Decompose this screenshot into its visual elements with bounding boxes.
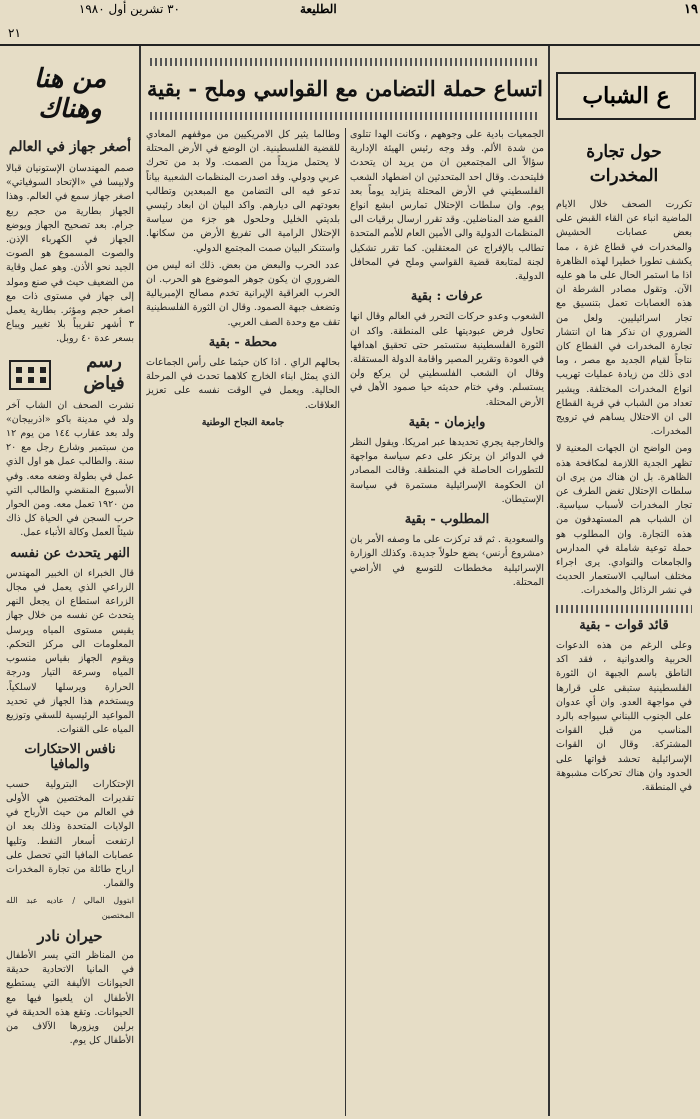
- cartoon-building-icon: [6, 353, 56, 393]
- item3-title: النهر يتحدث عن نفسه: [10, 545, 130, 561]
- column-rule-left: [139, 46, 141, 1116]
- right-divider: [556, 605, 692, 613]
- right-sub-title: قائد قوات - بقية: [579, 617, 669, 633]
- right-column-title: حول تجارة المخدرات: [586, 142, 662, 186]
- right-column: [556, 124, 692, 1116]
- issue-date: ٣٠ تشرين أول ١٩٨٠: [78, 2, 180, 16]
- paper-name: الطليعة: [300, 2, 337, 16]
- center-col1d-text: والسعودية . ثم قد تركزت على ما وصفه الأمر بان ‹مشروع أرنس› يضع حلولاً جديدة. وكذلك الوزارة الإسرائيلية مخططات للتوسع في الأراضي المحتلة.: [350, 534, 544, 588]
- youth-section-label: ع الشباب: [582, 83, 670, 109]
- center-col-left: [146, 128, 340, 1116]
- cartoon-block: [6, 351, 134, 395]
- sub-arafat: عرفات : بقية: [410, 289, 484, 305]
- center-headline: اتساع حملة التضامن مع القواسي وملح - بقية: [146, 76, 543, 101]
- sub-matloob: المطلوب - بقية: [404, 512, 490, 528]
- signature-2: حيران نادر: [37, 926, 103, 945]
- center-col2c-text: بحالهم الراي . اذا كان حيثما على رأس الجماعات الذي يمثل ابناء الخارج كلاهما تحدث في المرحلة الحالية. ويعمل في الوقت نفسه على تعزيز العلاقات.: [146, 357, 340, 411]
- banner-hatch-top: [150, 58, 540, 66]
- right-body-1: تكررت الصحف خلال الايام الماضية انباء عن القاء القبض على بعض عصابات الحشيش والمخدرات في قطاع غزة ، مما يكشف تطورا خطيرا لهذه الظاهرة اذا ما استمر الحال على ما هو عليه الآن. وتقول مصادر الشرطة ان هذه العصابات تعمل بتنسيق مع تجار اسرائيليين. ولعل من الضروري ان نذكر هنا ان انتشار تجارة المخدرات في القطاع كان نتاجاً لقيام الجديد مع مصر ، وما ادى ذلك من زيادة عمليات تهريب انواع المخدرات المختلفة. ويشير تعداد من الشباب في قرية القطاع الى ان الاحتلال يساهم في ترويج المخدرات.: [556, 199, 692, 438]
- sub-mahatta: محطة - بقية: [208, 334, 278, 350]
- sub-weizman: وايزمان - بقية: [408, 414, 486, 430]
- left-column: [6, 46, 134, 1114]
- cartoon-signature: رسم فياض: [83, 350, 125, 394]
- banner-hatch-bottom: [150, 112, 540, 120]
- item1-body: صمم المهندسان الإستونيان قبالا ولابيسا في «الإتحاد السوفياتي» اصغر جهاز سمع في العالم. وهذا الجهاز بطارية من حجم ربع جرام. بعد تصحيح الجهاز ويوضع الجهاز في الكهرباء الإذن. والصوت المسموع هو الصوت الجيد نحو الأذن. وهو عمل وقاية من الضعيف حيث في صنع ومولد إلى جهاز في مستوى ذات مع اصغر حجم ومؤثر. بطارية يعمل ٣ أشهر تقريباً بلا تغيير ويباع بسعر عدة ٤٠ روبل.: [6, 163, 134, 345]
- item5-body: من المناظر التي يسر الأطفال في المانيا الاتحادية حديقة الحيوانات الأليفة التي يستطيع الأطفال ان يلعبوا فيها مع الحيوانات. وتقع هذه الحديقة في برلين ويزورها الآلاف من الأطفال كل يوم.: [6, 949, 134, 1047]
- item4-source: ابتوول المالي / عاديه عبد الله المختصين: [6, 896, 134, 920]
- item4-body: الإحتكارات البترولية حسب تقديرات المختصين هي الأولى في العالم من حيث الأرباح في الولايات المتحدة وذلك بعد ان ارتفعت أسعار النفط. وتليها عصابات المافيا التي تحصل على ارباح طائلة من تجارة المخدرات والقمار.: [6, 778, 134, 890]
- right-body-3: وعلى الرغم من هذه الدعوات الحربية والعدوانية ، فقد اكد الناطق باسم الجبهة ان الثورة الفلسطينية ستبقى على قرارها في مواجهة العدو. وان أي عدوان على الجنوب اللبناني سيواجه بالرد المناسب من قبل القوات المشتركة. وقال ان القوات الإسرائيلية تحشد قواتها على الحدود وان هناك تحركات مشبوهة في المنطقة.: [556, 639, 692, 793]
- page-number-left: ٢١: [8, 26, 21, 40]
- item1-title: أصغر جهاز في العالم: [8, 139, 132, 155]
- page-header: [0, 0, 700, 46]
- center-col2-foot: جامعة النجاح الوطنية: [201, 416, 285, 428]
- center-col2-text: وطالما يثير كل الامريكيين من موقفهم المعادي للقضية الفلسطينية. ان الوضع في الأرض المحتلة لا يحتمل مزيداً من الصمت. ولا بد من تحرك عربي ودولي. وقد اصدرت المنظمات الشعبية بياناً تدعو فيه الى التضامن مع المبعدين وتطالب بعودتهم الى ديارهم. واكد البيان ان ابعاد رئيسي بلديتي الخليل وحلحول هو جزء من سياسة الإحتلال الرامية الى تفريغ الأرض من سكانها. واستنكر البيان صمت المجتمع الدولي.: [146, 129, 340, 254]
- item3-body: قال الخبراء ان الخبير المهندس الزراعي الذي يعمل في مجال الزراعة استطاع ان يجعل النهر يتحدث عن نفسه من خلال جهاز يقيس مستوى المياه ويرسل المعلومات الى مركز التحكم. ويقوم الجهاز بقياس منسوب المياه وسرعة التيار ودرجة الحرارة ويرسلها لاسلكياً. ويستخدم هذا الجهاز في تحديد المواعيد الرئيسية للسقي وتوزيع المياه على القنوات.: [6, 567, 134, 736]
- column-rule-center: [345, 128, 346, 1116]
- center-col2b-text: عدد الحرب والبعض من بعض. ذلك انه ليس من الضروري ان يكون جوهر الموضوع هو الحرب. ان الحرب العراقية الإيرانية تخدم مصالح الإمبريالية وتضعف جبهة الصمود. وقال ان الثورة الفلسطينية تقف مع وحدة الصف العربي.: [146, 259, 340, 328]
- item2-body: نشرت الصحف ان الشاب آخر ولد في مدينة باكو «اذربيجان» ولد بعد عقارب ١٤٤ من يوم ١٢ من سبتمبر وشارع رجل مع ٢٠ سنة. والطالب عمل هو اول الذي عمل في بطولة وضعه معه. وفي الأسبوع المنقضي والطالب التي من ١٩٢٠ تعمل معه. ومن الحوار حرب السجن في الحياة كل ذاك شيئاً العمل وكالة الأنباء عمل.: [6, 399, 134, 539]
- center-col-right: [350, 128, 544, 1116]
- left-column-title: من هنا وهناك: [33, 64, 107, 124]
- center-col1-text: الجمعيات بادية على وجوههم ، وكانت الهدا تتلوى من شدة الألم. وقد وجه رئيس الهيئة الإدارية سؤالاً الى المجتمعين ان من يريد ان يتحدث فليتحدث. وقال احد المتحدثين ان اضطهاد الشعب الفلسطيني في الأرض المحتلة يتزايد يوماً بعد يوم. وان سلطات الإحتلال تمارس ابشع انواع القمع ضد المناضلين. وقد تقرر ارسال برقيات الى المنظمات الدولية والى الأمين العام للأمم المتحدة تطالب بالإفراج عن المعتقلين. كما تقرر تشكيل لجنة لمتابعة قضية القواسي وملح في المحافل الدولية.: [350, 129, 544, 283]
- item4-title: نافس الاحتكارات والمافيا: [24, 742, 116, 772]
- center-col1b-text: الشعوب وعدو حركات التحرر في العالم وقال انها تحاول فرض عبوديتها على المنطقة. واكد ان الثورة الفلسطينية ستستمر حتى تحقيق اهدافها في العودة وتقرير المصير واقامة الدولة المستقلة. وقال ان الشعب الفلسطيني لن يركع ولن يستسلم. وفي ختام حديثه حيا صمود الأهل في الأرض المحتلة.: [350, 311, 544, 408]
- right-body-2: ومن الواضح ان الجهات المعنية لا تظهر الجدية اللازمة لمكافحة هذه الظاهرة. بل ان هناك من يرى ان سلطات الإحتلال تغض الطرف عن تجار المخدرات لأسباب سياسية. ان الشباب هم المستهدفون من هذه التجارة. وان المطلوب هو حملة توعية شاملة في المدارس والجامعات والنوادي. يرى اجراء مختلف اساليب الاستعمار الحديث في نشر الرذائل والمخدرات.: [556, 443, 692, 597]
- page-number-right: ١٩: [684, 2, 698, 17]
- youth-section-box: [556, 72, 696, 120]
- center-col1c-text: والخارجية يجري تحديدها عبر امريكا. ويقول النظر في الدوائر ان يرتكز على دعم سياسة مواجهة للتطورات الحاصلة في المنطقة. وقالت المصادر ان الحكومة الإسرائيلية مستمرة في سياسة الإستيطان.: [350, 437, 544, 505]
- column-rule-right: [548, 46, 550, 1116]
